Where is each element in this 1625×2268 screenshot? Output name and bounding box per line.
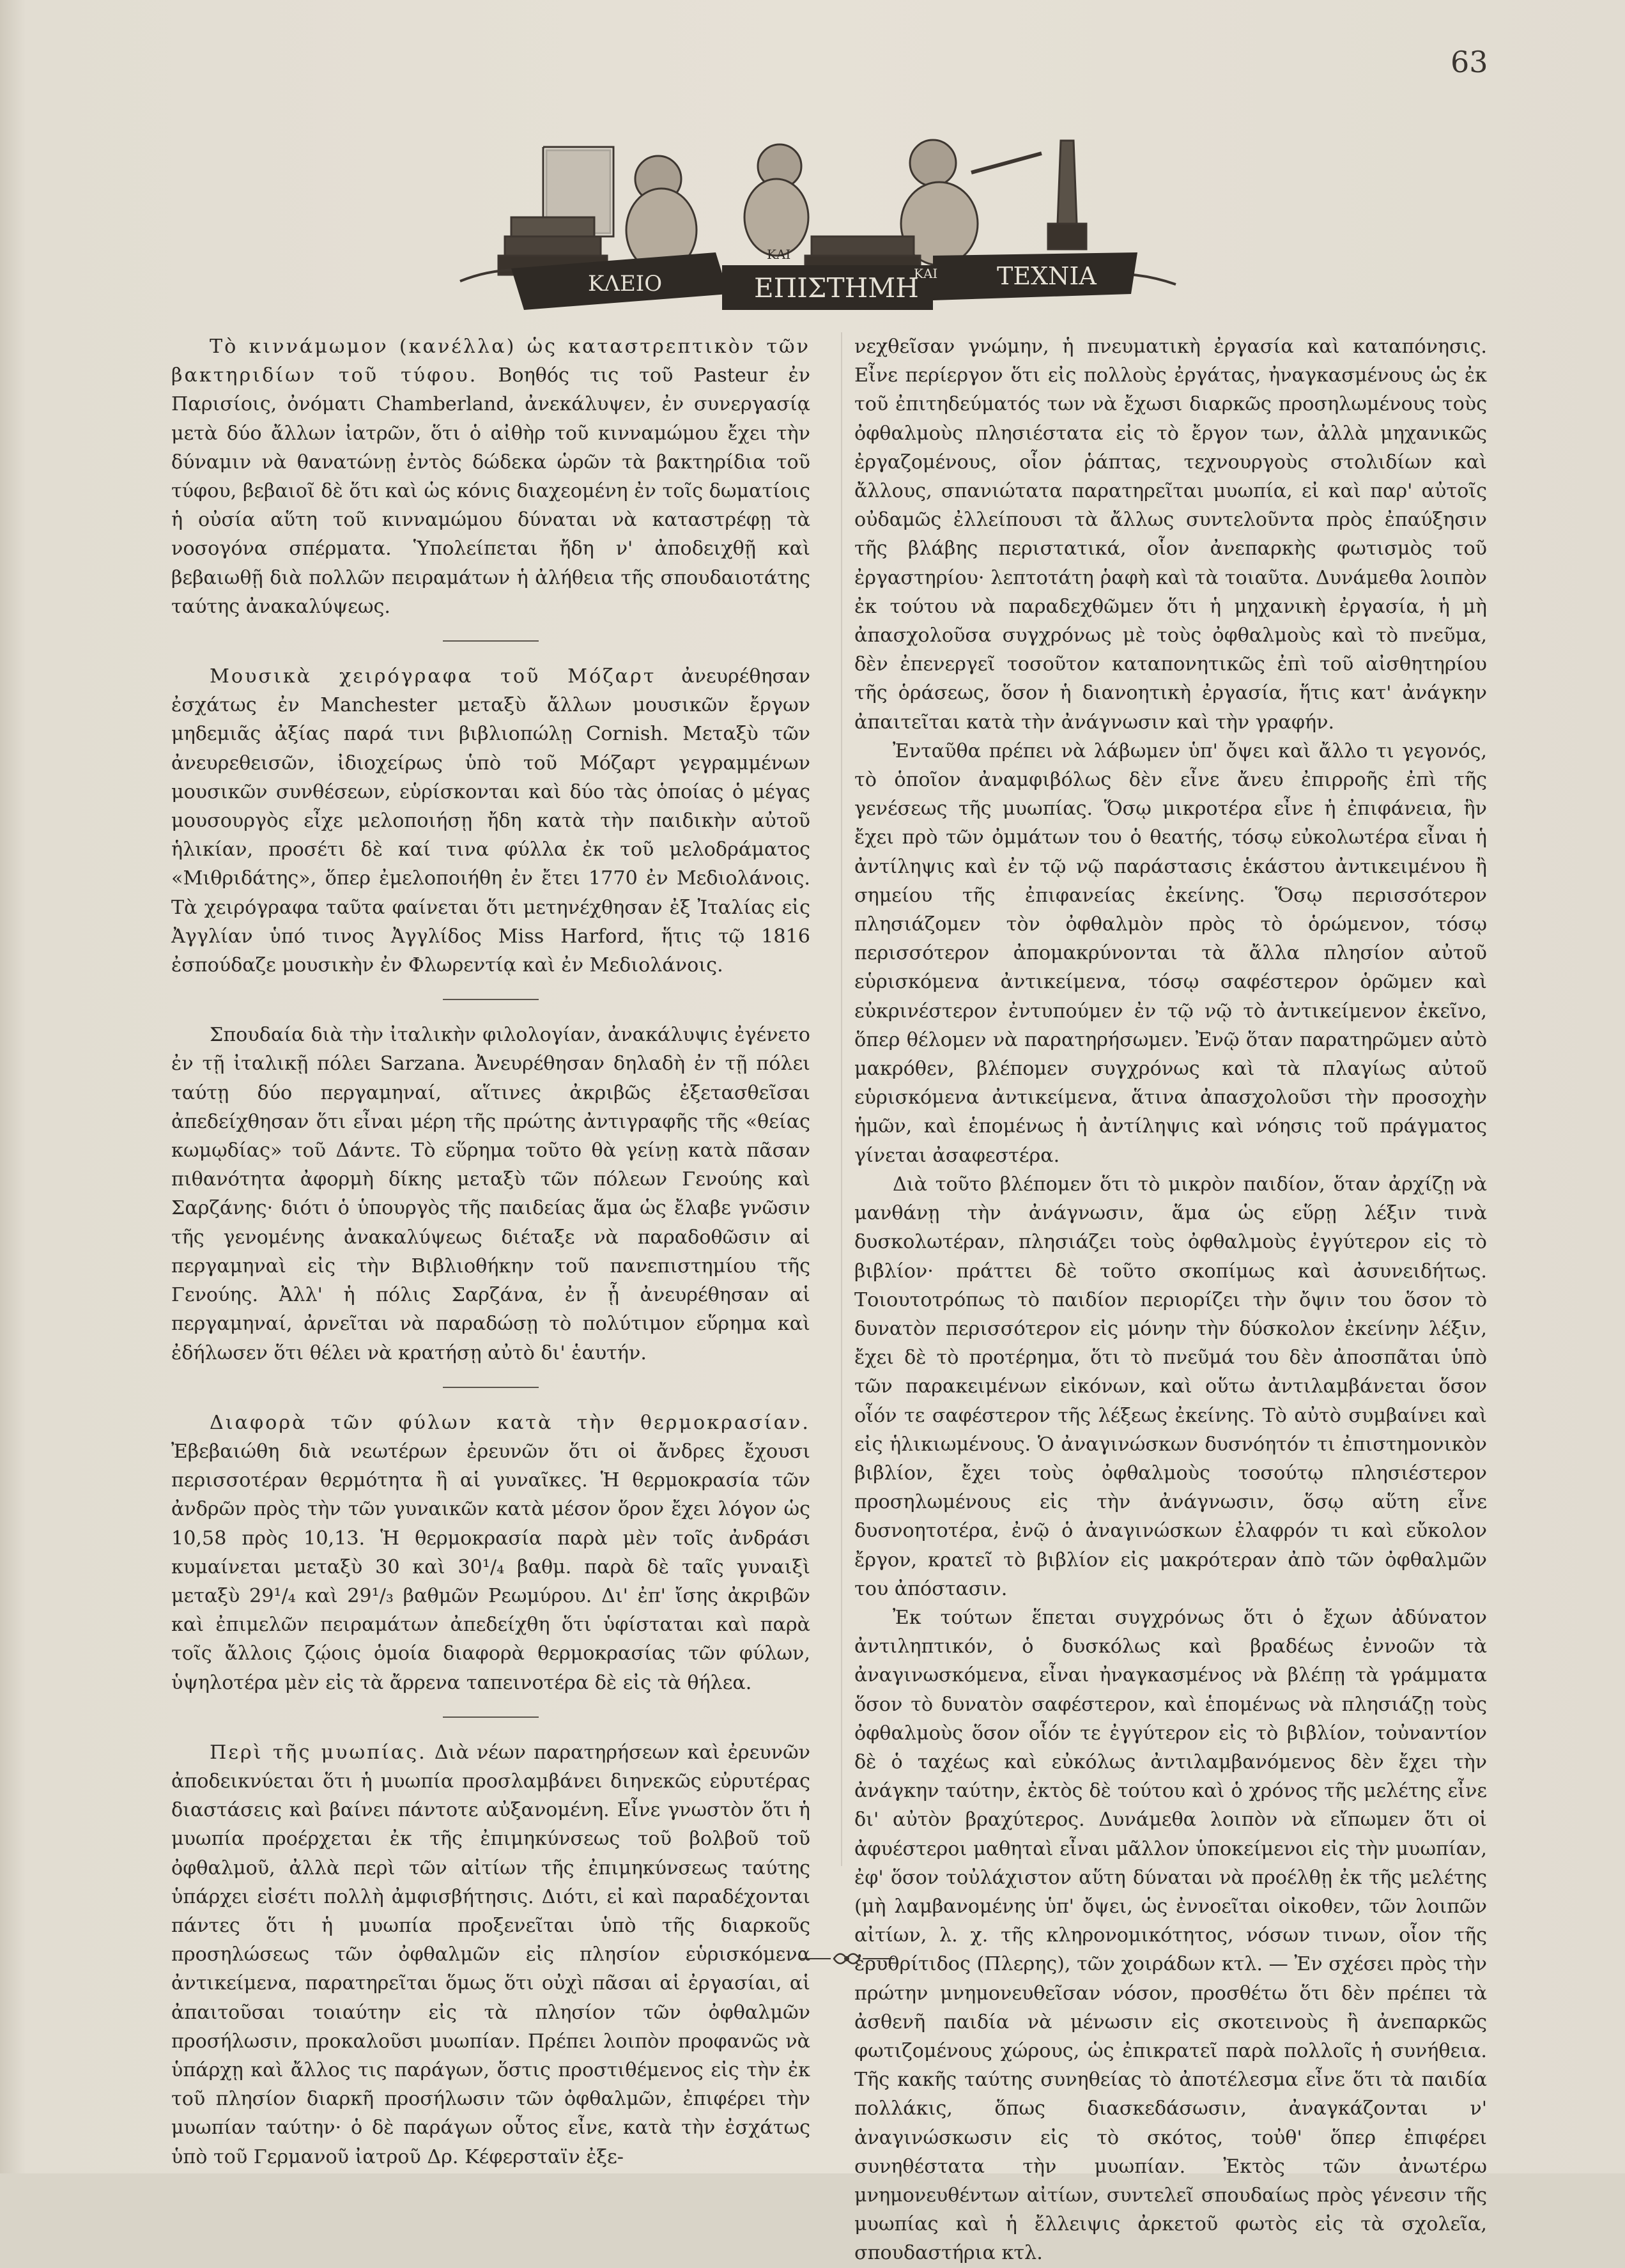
article-cinnamon: [171, 332, 810, 621]
separator-rule: [443, 640, 539, 642]
article-temperature: [171, 1408, 810, 1697]
article-mozart: [171, 662, 810, 980]
myopia-paragraph-3: Διὰ τοῦτο βλέπομεν ὅτι τὸ μικρὸν παιδίον, ὅταν ἀρχίζῃ νὰ μανθάνῃ τὴν ἀνάγνωσιν, ἅμα ὡς εὕρῃ λέξιν τινὰ δυσκολωτέραν, πλησιάζει τοὺς ὀφθαλμοὺς ἐγγύτερον εἰς τὸ βιβλίον· πράττει δὲ τοῦτο σκοπίμως καὶ ἀσυνειδήτως. Τοιουτοτρόπως τὸ παιδίον περιορίζει τὴν ὄψιν του ὅσον τὸ δυνατὸν περισσότερον εἰς μόνην τὴν δύσκολον ἐκείνην λέξιν, ἔχει δὲ τὸ προτέρημα, ὅτι τὸ πνεῦμά του δὲν ἀποσπᾶται ὑπὸ τῶν παρακειμένων εἰκόνων, καὶ οὕτω ἀντιλαμβάνεται ὅσον οἷόν τε σαφέστερον τῆς λέξεως ἐκείνης. Τὸ αὐτὸ συμβαίνει καὶ εἰς ἡλικιωμένους. Ὁ ἀναγινώσκων δυσνόητόν τι ἐπιστημονικὸν βιβλίον, ἔχει τοὺς ὀφθαλμοὺς τοσούτῳ πλησιέστερον προσηλωμένους εἰς τὴν ἀνάγνωσιν, ὅσῳ αὕτη εἶνε δυσνοητοτέρα, ἐνῷ ὁ ἀναγινώσκων ἐλαφρόν τι καὶ εὔκολον ἔργον, κρατεῖ τὸ βιβλίον εἰς μακρότεραν ἀπὸ τῶν ὀφθαλμῶν του ἀπόστασιν.: [854, 1173, 1487, 1600]
article-myopia: [171, 1738, 810, 2172]
article-myopia-heading: Περὶ τῆς μυωπίας.: [210, 1741, 427, 1764]
banner-kai-2: ΚΑΙ: [914, 266, 938, 281]
banner-center-text: ΕΠΙΣΤΗΜΗ: [754, 272, 919, 304]
myopia-paragraph-2: Ἐνταῦθα πρέπει νὰ λάβωμεν ὑπ' ὄψει καὶ ἄλλο τι γεγονός, τὸ ὁποῖον ἀναμφιβόλως δὲν εἶνε ἄνευ ἐπιρροῆς ἐπὶ τῆς γενέσεως τῆς μυωπίας. Ὅσῳ μικροτέρα εἶνε ἡ ἐπιφάνεια, ἣν ἔχει πρὸ τῶν ὀμμάτων του ὁ θεατής, τόσῳ εὐκολωτέρα εἶναι ἡ ἀντίληψις καὶ ἐν τῷ νῷ παράστασις ἑκάστου ἀντικειμένου ἢ σημείου τῆς ἐπιφανείας ἐκείνης. Ὅσῳ περισσότερον πλησιάζομεν τὸν ὀφθαλμὸν πρὸς τὸ ὁρώμενον, τόσῳ περισσότερον ἀπομακρύνονται τὰ ἄλλα πλησίον αὐτοῦ εὑρισκόμενα ἀντικείμενα, τόσῳ σαφέστερον ὁρῶμεν καὶ εὐκρινέστερον ἐντυπούμεν ἐν τῷ νῷ τὸ ἀντικείμενον ἐκεῖνο, ὅπερ θέλομεν νὰ παρατηρήσωμεν. Ἐνῷ ὅταν παρατηρῶμεν αὐτὸ μακρόθεν, βλέπομεν συγχρόνως καὶ τὰ πλαγίως αὐτοῦ εὑρισκόμενα ἀντικείμενα, ἅτινα ἀπασχολοῦσι τὴν προσοχὴν ἡμῶν, καὶ ἑπομένως ἡ ἀντίληψις καὶ νόησις τοῦ πράγματος γίνεται ἀσαφεστέρα.: [854, 739, 1487, 1167]
article-cinnamon-body: Βοηθός τις τοῦ Pasteur ἐν Παρισίοις, ὀνόματι Chamberland, ἀνεκάλυψεν, ἐν συνεργασίᾳ μετὰ δύο ἄλλων ἰατρῶν, ὅτι ὁ αἰθὴρ τοῦ κινναμώμου ἔχει τὴν δύναμιν νὰ θανατώνῃ ἐντὸς δώδεκα ὡρῶν τὰ βακτηρίδια τοῦ τύφου, βεβαιοῖ δὲ ὅτι καὶ ὡς κόνις διαχεομένη ἐν τοῖς δωματίοις ἡ οὐσία αὕτη τοῦ κινναμώμου δύναται νὰ καταστρέφῃ τὰ νοσογόνα σπέρματα. Ὑπολείπεται ἤδη ν' ἀποδειχθῇ καὶ βεβαιωθῇ διὰ πολλῶν πειραμάτων ἡ ἀλήθεια τῆς σπουδαιοτάτης ταύτης ἀνακαλύψεως.: [171, 364, 810, 618]
left-column: [171, 332, 810, 2172]
right-column: [854, 332, 1487, 2268]
article-temperature-body: Ἐβεβαιώθη διὰ νεωτέρων ἐρευνῶν ὅτι οἱ ἄνδρες ἔχουσι περισσοτέραν θερμότητα ἢ αἱ γυναῖκες. Ἡ θερμοκρασία τῶν ἀνδρῶν πρὸς τὴν τῶν γυναικῶν κατὰ μέσον ὅρον ἔχει λόγον ὡς 10,58 πρὸς 10,13. Ἡ θερμοκρασία παρὰ μὲν τοῖς ἀνδράσι κυμαίνεται μεταξὺ 30 καὶ 30¹/₄ βαθμ. παρὰ δὲ ταῖς γυναιξὶ μεταξὺ 29¹/₄ καὶ 29¹/₃ βαθμῶν Ρεωμύρου. Δι' ἐπ' ἴσης ἀκριβῶν καὶ ἐπιμελῶν πειραμάτων ἀπεδείχθη ὅτι ὑφίσταται καὶ παρὰ τοῖς ἄλλοις ζῴοις ὁμοία διαφορὰ θερμοκρασίας τῶν φύλων, ὑψηλοτέρα μὲν εἰς τὰ ἄρρενα ταπεινοτέρα δὲ εἰς τὰ θήλεα.: [171, 1440, 810, 1694]
column-divider: [841, 332, 842, 1866]
article-mozart-body: ἀνευρέθησαν ἐσχάτως ἐν Manchester μεταξὺ ἄλλων μουσικῶν ἔργων μηδεμιᾶς ἀξίας παρά τινι βιβλιοπώλῃ Cornish. Μεταξὺ τῶν ἀνευρεθεισῶν, ἰδιοχείρως ὑπὸ τοῦ Μόζαρτ γεγραμμένων μουσικῶν συνθέσεων, εὑρίσκονται καὶ δύο τὰς ὁποίας ὁ μέγας μουσουργὸς εἶχε μελοποιήσῃ ἤδη κατὰ τὴν παιδικὴν αὐτοῦ ἡλικίαν, προσέτι δὲ καί τινα φύλλα ἐκ τοῦ μελοδράματος «Μιθριδάτης», ὅπερ ἐμελοποιήθη ἐν ἔτει 1770 ἐν Μεδιολάνοις. Τὰ χειρόγραφα ταῦτα φαίνεται ὅτι μετηνέχθησαν ἐξ Ἰταλίας εἰς Ἀγγλίαν ὑπό τινος Ἀγγλίδος Miss Harford, ἥτις τῷ 1816 ἐσπούδαζε μουσικὴν ἐν Φλωρεντίᾳ καὶ ἐν Μεδιολάνοις.: [171, 665, 810, 977]
separator-rule: [443, 1387, 539, 1388]
bottom-ornament-icon: [796, 1946, 898, 1971]
banner-left-text: ΚΛΕΙΟ: [588, 271, 663, 297]
article-mozart-heading: Μουσικὰ χειρόγραφα τοῦ Μόζαρτ: [210, 665, 656, 688]
banner-kai-1: ΚΑΙ: [767, 247, 791, 262]
header-vignette: [447, 128, 1189, 320]
myopia-continued-paragraph: νεχθεῖσαν γνώμην, ἡ πνευματικὴ ἐργασία καὶ καταπόνησις. Εἶνε περίεργον ὅτι εἰς πολλοὺς ἐργάτας, ἠναγκασμένους ὡς ἐκ τοῦ ἐπιτηδεύματός των νὰ ἔχωσι διαρκῶς προσηλωμένους τοὺς ὀφθαλμοὺς πλησιέστατα εἰς τὸ ἔργον των, ἀλλὰ μηχανικῶς ἐργαζομένους, οἷον ῥάπτας, τεχνουργοὺς στολιδίων καὶ ἄλλους, σπανιώτατα παρατηρεῖται μυωπία, εἰ καὶ παρ' αὐτοῖς οὐδαμῶς ἐλλείπουσι τὰ ἄλλως συντελοῦντα πρὸς ἐπαύξησιν τῆς βλάβης περιστατικά, οἷον ἀνεπαρκὴς φωτισμὸς τοῦ ἐργαστηρίου· λεπτοτάτη ῥαφὴ καὶ τὰ τοιαῦτα. Δυνάμεθα λοιπὸν ἐκ τούτου νὰ παραδεχθῶμεν ὅτι ἡ μηχανικὴ ἐργασία, ἡ μὴ ἀπασχολοῦσα συγχρόνως μὲ τοὺς ὀφθαλμοὺς καὶ τὸ πνεῦμα, δὲν ἐπενεργεῖ τοσοῦτον καταπονητικῶς ἐπὶ τοῦ αἰσθητηρίου τῆς ὁράσεως, ὅσον ἡ διανοητικὴ ἐργασία, ἥτις κατ' ἀνάγκην ἀπαιτεῖται κατὰ τὴν ἀνάγνωσιν καὶ τὴν γραφήν.: [854, 336, 1487, 734]
myopia-paragraph-4: Ἐκ τούτων ἕπεται συγχρόνως ὅτι ὁ ἔχων ἀδύνατον ἀντιληπτικόν, ὁ δυσκόλως καὶ βραδέως ἐννοῶν τὰ ἀναγινωσκόμενα, εἶναι ἠναγκασμένος νὰ βλέπῃ τὰ γράμματα ὅσον τὸ δυνατὸν σαφέστερον, καὶ ἑπομένως νὰ πλησιάζῃ τοὺς ὀφθαλμοὺς ὅσον οἷόν τε ἐγγύτερον εἰς τὸ βιβλίον, τοὐναντίον δὲ ὁ ταχέως καὶ εὐκόλως ἀντιλαμβανόμενος δὲν ἔχει τὴν ἀνάγκην ταύτην, ἐκτὸς δὲ τούτου καὶ ὁ χρόνος τῆς μελέτης εἶνε δι' αὐτὸν βραχύτερος. Δυνάμεθα λοιπὸν νὰ εἴπωμεν ὅτι οἱ ἀφυέστεροι μαθηταὶ εἶναι μᾶλλον ὑποκείμενοι εἰς τὴν μυωπίαν, ἐφ' ὅσον τοὐλάχιστον αὕτη δύναται νὰ προέλθῃ ἐκ τῆς μελέτης (μὴ λαμβανομένης ὑπ' ὄψει, ὡς ἐννοεῖται οἰκοθεν, τῶν λοιπῶν αἰτίων, λ. χ. τῆς κληρονομικότητος, νόσων τινων, οἷον τῆς ἐρυθρίτιδος (Πλερης), τῶν χοιράδων κτλ. — Ἐν σχέσει πρὸς τὴν πρώτην μνημονευθεῖσαν νόσον, προσθέτω ὅτι δὲν πρέπει τὰ ἀσθενῆ παιδία νὰ μένωσιν εἰς σκοτεινοὺς ἢ ἀνεπαρκῶς φωτιζομένους χώρους, ὡς ἐπικρατεῖ παρὰ πολλοῖς ἡ συνήθεια. Τῆς κακῆς ταύτης συνηθείας τὸ ἀποτέλεσμα εἶνε ὅτι τὰ παιδία πολλάκις, ὅπως διασκεδάσωσιν, ἀναγκάζονται ν' ἀναγινώσκωσιν εἰς τὸ σκότος, τοὐθ' ὅπερ ἐπιφέρει συνηθέστατα τὴν μυωπίαν. Ἐκτὸς τῶν ἀνωτέρω μνημονευθέντων αἰτίων, συντελεῖ σπουδαίως πρὸς γένεσιν τῆς μυωπίας καὶ ἡ ἔλλειψις ἀρκετοῦ φωτὸς εἰς τὰ σχολεῖα, σπουδαστήρια κτλ.: [854, 1606, 1487, 2265]
article-cinnamon-heading: Τὸ κιννάμωμον (κανέλλα) ὡς καταστρεπτικὸν τῶν βακτηριδίων τοῦ τύφου.: [171, 336, 810, 387]
article-myopia-body: Διὰ νέων παρατηρήσεων καὶ ἐρευνῶν ἀποδεικνύεται ὅτι ἡ μυωπία προσλαμβάνει διηνεκῶς εὐρυτέρας διαστάσεις καὶ βαίνει πάντοτε αὐξανομένη. Εἶνε γνωστὸν ὅτι ἡ μυωπία προέρχεται ἐκ τῆς ἐπιμηκύνσεως τοῦ βολβοῦ τοῦ ὀφθαλμοῦ, ἀλλὰ περὶ τῶν αἰτίων τῆς ἐπιμηκύνσεως ταύτης ὑπάρχει εἰσέτι πολλὴ ἀμφισβήτησις. Διότι, εἰ καὶ παραδέχονται πάντες ὅτι ἡ μυωπία προξενεῖται ὑπὸ τῆς διαρκοῦς προσηλώσεως τῶν ὀφθαλμῶν εἰς πλησίον εὑρισκόμενα ἀντικείμενα, παρατηρεῖται ὅμως ὅτι οὐχὶ πᾶσαι αἱ ἐργασίαι, αἱ ἀπαιτοῦσαι τοιαύτην εἰς τὰ πλησίον τῶν ὀφθαλμῶν προσήλωσιν, προκαλοῦσι μυωπίαν. Πρέπει λοιπὸν προφανῶς νὰ ὑπάρχῃ καὶ ἄλλος τις παράγων, ὅστις προστιθέμενος εἰς τὴν ἐκ τοῦ πλησίον διαρκῆ προσήλωσιν τῶν ὀφθαλμῶν, ἐπιφέρει τὴν μυωπίαν ταύτην· ὁ δὲ παράγων οὗτος εἶνε, κατὰ τὴν ἐσχάτως ὑπὸ τοῦ Γερμανοῦ ἰατροῦ Δρ. Κέφερσταϊν ἐξε-: [171, 1741, 810, 2168]
banner-right-text: ΤΕΧΝΙΑ: [997, 262, 1097, 290]
separator-rule: [443, 999, 539, 1000]
article-dante: Σπουδαία διὰ τὴν ἰταλικὴν φιλολογίαν, ἀνακάλυψις ἐγένετο ἐν τῇ ἰταλικῇ πόλει Sarzana. Ἀνευρέθησαν δηλαδὴ ἐν τῇ πόλει ταύτῃ δύο περγαμηναί, αἵτινες ἀκριβῶς ἐξετασθεῖσαι ἀπεδείχθησαν ὅτι εἶναι μέρη τῆς πρώτης ἀντιγραφῆς τῆς «θείας κωμῳδίας» τοῦ Δάντε. Τὸ εὕρημα τοῦτο θὰ γείνῃ κατὰ πᾶσαν πιθανότητα ἀφορμὴ δίκης μεταξὺ τῶν πόλεων Γενούης καὶ Σαρζάνης· διότι ὁ ὑπουργὸς τῆς παιδείας ἅμα ὡς ἔλαβε γνῶσιν τῆς γενομένης ἀνακαλύψεως διέταξε νὰ παραδοθῶσιν αἱ περγαμηναὶ εἰς τὴν Βιβλιοθήκην τοῦ πανεπιστημίου τῆς Γενούης. Ἀλλ' ἡ πόλις Σαρζάνα, ἐν ᾗ ἀνευρέθησαν αἱ περγαμηναί, ἀρνεῖται νὰ παραδώσῃ τὸ πολύτιμον εὕρημα καὶ ἐδήλωσεν ὅτι θέλει νὰ κρατήσῃ αὐτὸ δι' ἑαυτήν.: [171, 1024, 810, 1364]
page-number: 63: [1451, 45, 1488, 79]
article-temperature-heading: Διαφορὰ τῶν φύλων κατὰ τὴν θερμοκρασίαν.: [210, 1411, 810, 1434]
separator-rule: [443, 1716, 539, 1718]
